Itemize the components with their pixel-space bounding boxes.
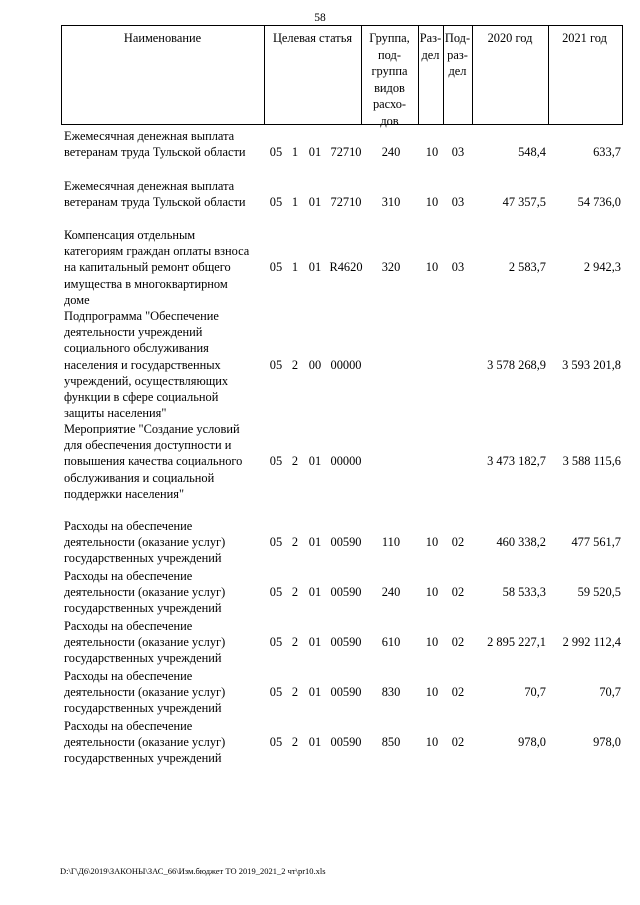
subprogram-code: 2 (291, 585, 299, 600)
row-name-line: для обеспечения доступности и (64, 438, 232, 453)
program-code: 05 (269, 357, 283, 372)
row-name-line: Расходы на обеспечение (64, 669, 193, 683)
section-code: 10 (425, 635, 439, 650)
program-code: 05 (269, 145, 283, 160)
direction-code: 00590 (330, 685, 362, 700)
row-name (64, 618, 274, 667)
header-year-2021: 2021 год (562, 31, 607, 45)
amount-2021: 2 942,3 (583, 260, 621, 275)
section-code: 10 (425, 585, 439, 600)
row-name-line: Ежемесячная денежная выплата (64, 129, 235, 143)
page-number: 58 (314, 12, 326, 24)
section-code: 10 (425, 145, 439, 160)
header-section-line: дел (421, 47, 440, 62)
amount-2021: 2 992 112,4 (562, 635, 621, 650)
amount-2021: 70,7 (599, 685, 621, 700)
row-name-line: деятельности учреждений (64, 325, 203, 340)
row-name (64, 128, 274, 160)
subprogram-code: 1 (291, 195, 299, 210)
header-subsection-line: Под- (444, 31, 471, 45)
row-name (64, 421, 274, 502)
measure-code: 00 (308, 357, 322, 372)
file-path-footer: D:\Г\Д6\2019\ЗАКОНЫ\ЗАС_66\Изм.бюджет ТО 2019_2021_2 чт\pr10.xls (60, 866, 326, 876)
section-code: 10 (425, 735, 439, 750)
header-group-line: дов (380, 113, 399, 128)
row-name-line: государственных учреждений (64, 751, 222, 766)
group-code: 240 (381, 585, 401, 600)
group-code: 850 (381, 735, 401, 750)
direction-code: 00590 (330, 635, 362, 650)
measure-code: 01 (308, 585, 322, 600)
table-header (61, 25, 623, 128)
subsection-code: 02 (451, 635, 465, 650)
amount-2021: 978,0 (593, 735, 621, 750)
program-code: 05 (269, 585, 283, 600)
row-name-line: категориям граждан оплаты взноса (64, 244, 250, 259)
subsection-code: 03 (451, 195, 465, 210)
program-code: 05 (269, 454, 283, 469)
row-name-line: деятельности (оказание услуг) (64, 585, 226, 600)
row-name-line: поддержки населения" (64, 486, 185, 501)
amount-2021: 3 588 115,6 (562, 454, 621, 469)
subsection-code: 02 (451, 735, 465, 750)
row-name-line: Ежемесячная денежная выплата (64, 179, 235, 193)
subsection-code: 02 (451, 585, 465, 600)
row-name-line: учреждений, осуществляющих (64, 373, 229, 388)
section-code: 10 (425, 535, 439, 550)
direction-code: 00590 (330, 535, 362, 550)
subprogram-code: 2 (291, 685, 299, 700)
measure-code: 01 (308, 535, 322, 550)
direction-code: 00000 (330, 357, 362, 372)
row-name-line: деятельности (оказание услуг) (64, 735, 226, 750)
measure-code: 01 (308, 454, 322, 469)
row-name-line: социального обслуживания (64, 341, 209, 356)
header-year-2020: 2020 год (487, 31, 533, 45)
subprogram-code: 2 (291, 735, 299, 750)
group-code: 830 (381, 685, 401, 700)
header-section (418, 30, 443, 63)
subsection-code: 02 (451, 685, 465, 700)
row-name-line: государственных учреждений (64, 601, 222, 616)
row-name-line: населения и государственных (64, 357, 221, 372)
row-name-line: защиты населения" (64, 406, 167, 421)
program-code: 05 (269, 735, 283, 750)
subsection-code: 02 (451, 535, 465, 550)
row-name-line: деятельности (оказание услуг) (64, 535, 226, 550)
header-subsection-line: дел (448, 64, 467, 78)
row-name-line: функции в сфере социальной (64, 390, 219, 405)
row-name (64, 568, 274, 617)
amount-2021: 477 561,7 (571, 535, 621, 550)
group-code: 320 (381, 260, 401, 275)
amount-2021: 54 736,0 (577, 195, 621, 210)
program-code: 05 (269, 685, 283, 700)
row-name-line: повышения качества социального (64, 454, 243, 469)
row-name-line: доме (64, 292, 90, 307)
amount-2020: 460 338,2 (496, 535, 546, 550)
direction-code: 72710 (330, 195, 362, 210)
group-code: 110 (381, 535, 401, 550)
row-name-line: Мероприятие "Создание условий (64, 422, 240, 436)
group-code: 310 (381, 195, 401, 210)
amount-2020: 2 583,7 (508, 260, 546, 275)
section-code: 10 (425, 260, 439, 275)
subsection-code: 03 (451, 145, 465, 160)
measure-code: 01 (308, 635, 322, 650)
subprogram-code: 2 (291, 454, 299, 469)
direction-code: 00590 (330, 735, 362, 750)
group-code: 240 (381, 145, 401, 160)
amount-2021: 3 593 201,8 (562, 357, 621, 372)
subprogram-code: 1 (291, 145, 299, 160)
row-name (64, 308, 274, 421)
row-name-line: Расходы на обеспечение (64, 519, 193, 533)
amount-2021: 633,7 (593, 145, 621, 160)
amount-2020: 3 578 268,9 (487, 357, 546, 372)
row-name-line: на капитальный ремонт общего (64, 260, 231, 275)
amount-2020: 978,0 (518, 735, 546, 750)
header-group-line: группа (371, 64, 408, 78)
header-group (361, 30, 418, 129)
header-target-article: Целевая статья (272, 31, 353, 45)
direction-code: 00590 (330, 585, 362, 600)
header-group-line: Группа, (369, 31, 410, 45)
measure-code: 01 (308, 735, 322, 750)
section-code: 10 (425, 195, 439, 210)
amount-2021: 59 520,5 (577, 585, 621, 600)
direction-code: 00000 (330, 454, 362, 469)
direction-code: R4620 (329, 260, 363, 275)
program-code: 05 (269, 195, 283, 210)
amount-2020: 2 895 227,1 (487, 635, 546, 650)
row-name-line: Компенсация отдельным (64, 228, 196, 242)
amount-2020: 70,7 (524, 685, 546, 700)
amount-2020: 47 357,5 (502, 195, 546, 210)
direction-code: 72710 (330, 145, 362, 160)
row-name-line: Расходы на обеспечение (64, 619, 193, 633)
subprogram-code: 2 (291, 357, 299, 372)
row-name-line: обслуживания и социальной (64, 470, 215, 485)
measure-code: 01 (308, 260, 322, 275)
subsection-code: 03 (451, 260, 465, 275)
row-name-line: имущества в многоквартирном (64, 276, 228, 291)
row-name (64, 227, 274, 308)
row-name (64, 518, 274, 567)
program-code: 05 (269, 535, 283, 550)
section-code: 10 (425, 685, 439, 700)
amount-2020: 58 533,3 (502, 585, 546, 600)
program-code: 05 (269, 635, 283, 650)
row-name (64, 718, 274, 767)
measure-code: 01 (308, 195, 322, 210)
program-code: 05 (269, 260, 283, 275)
group-code: 610 (381, 635, 401, 650)
row-name-line: государственных учреждений (64, 551, 222, 566)
row-name-line: Расходы на обеспечение (64, 719, 193, 733)
row-name (64, 668, 274, 717)
measure-code: 01 (308, 685, 322, 700)
row-name-line: ветеранам труда Тульской области (64, 195, 246, 210)
row-name-line: государственных учреждений (64, 651, 222, 666)
row-name-line: Подпрограмма "Обеспечение (64, 309, 219, 323)
amount-2020: 3 473 182,7 (487, 454, 546, 469)
subprogram-code: 1 (291, 260, 299, 275)
measure-code: 01 (308, 145, 322, 160)
subprogram-code: 2 (291, 635, 299, 650)
header-name: Наименование (123, 31, 202, 45)
header-group-line: под- (378, 47, 401, 62)
row-name (64, 178, 274, 210)
row-name-line: деятельности (оказание услуг) (64, 635, 226, 650)
subprogram-code: 2 (291, 535, 299, 550)
header-subsection (443, 30, 472, 80)
row-name-line: государственных учреждений (64, 701, 222, 716)
row-name-line: деятельности (оказание услуг) (64, 685, 226, 700)
header-group-line: расхо- (372, 97, 407, 111)
amount-2020: 548,4 (518, 145, 546, 160)
header-subsection-line: раз- (447, 47, 468, 62)
row-name-line: ветеранам труда Тульской области (64, 145, 246, 160)
row-name-line: Расходы на обеспечение (64, 569, 193, 583)
header-group-line: видов (374, 80, 405, 95)
header-section-line: Раз- (419, 31, 442, 45)
